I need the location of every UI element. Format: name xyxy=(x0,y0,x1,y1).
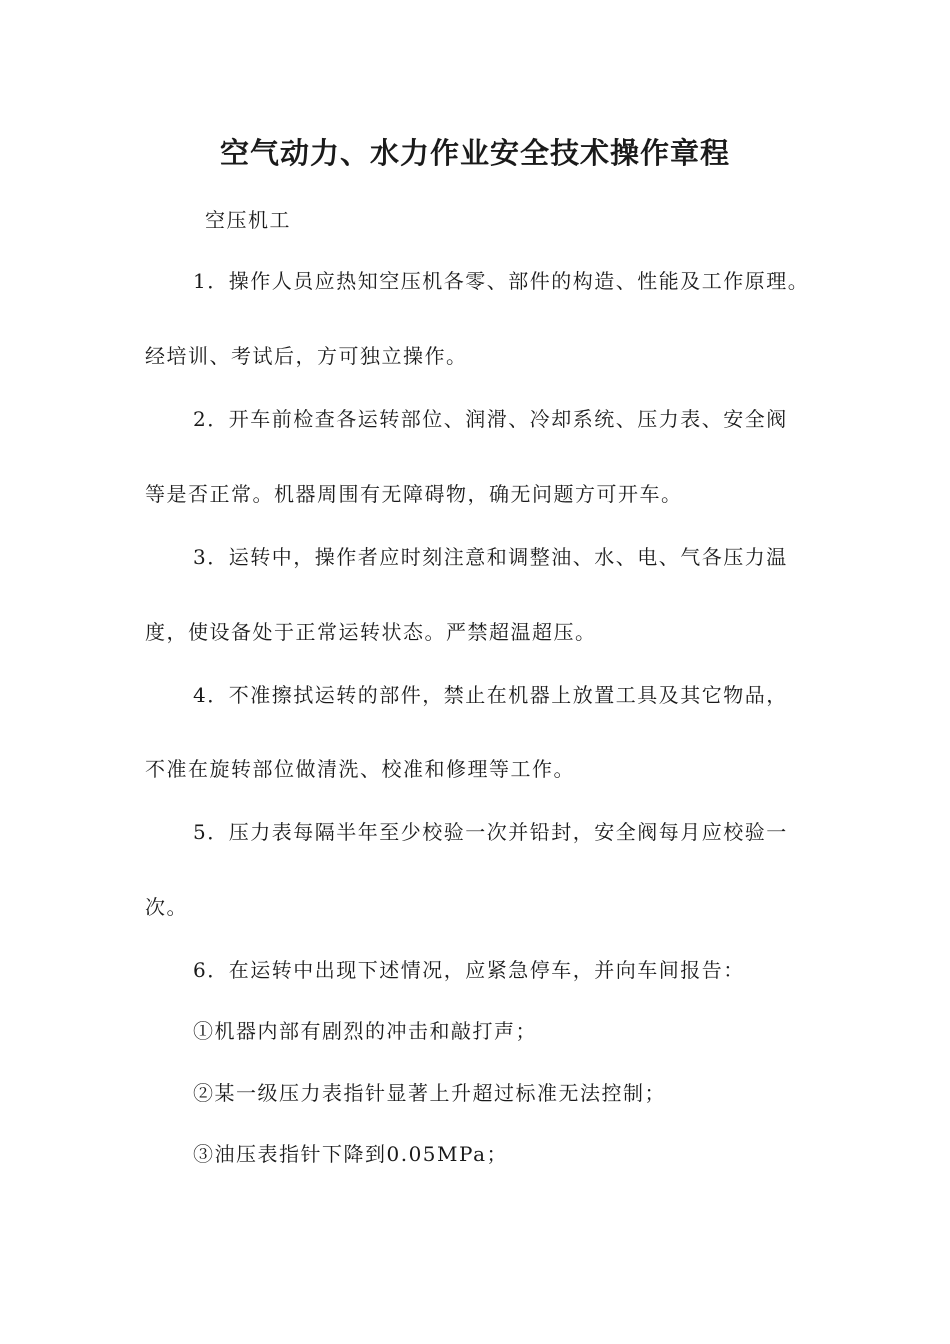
paragraph-line: 不准在旋转部位做清洗、校准和修理等工作。 xyxy=(145,757,575,781)
paragraph-line: 1．操作人员应热知空压机各零、部件的构造、性能及工作原理。 xyxy=(193,269,810,293)
paragraph-line: 次。 xyxy=(145,895,188,919)
list-item: ①机器内部有剧烈的冲击和敲打声； xyxy=(193,1019,537,1043)
list-item: ③油压表指针下降到0.05MPa； xyxy=(193,1142,508,1166)
paragraph-line: 等是否正常。机器周围有无障碍物，确无问题方可开车。 xyxy=(145,482,683,506)
document-title: 空气动力、水力作业安全技术操作章程 xyxy=(219,136,730,170)
paragraph-line: 3．运转中，操作者应时刻注意和调整油、水、电、气各压力温 xyxy=(193,545,788,569)
paragraph-line: 5．压力表每隔半年至少校验一次并铅封，安全阀每月应校验一 xyxy=(193,820,788,844)
paragraph-line: 经培训、考试后，方可独立操作。 xyxy=(145,344,468,368)
paragraph-line: 4．不准擦拭运转的部件，禁止在机器上放置工具及其它物品， xyxy=(193,683,788,707)
list-item: ②某一级压力表指针显著上升超过标准无法控制； xyxy=(193,1081,666,1105)
paragraph-line: 6．在运转中出现下述情况，应紧急停车，并向车间报告： xyxy=(193,958,745,982)
paragraph-line: 度，使设备处于正常运转状态。严禁超温超压。 xyxy=(145,620,597,644)
section-heading: 空压机工 xyxy=(205,208,291,232)
paragraph-line: 2．开车前检查各运转部位、润滑、冷却系统、压力表、安全阀 xyxy=(193,407,788,431)
